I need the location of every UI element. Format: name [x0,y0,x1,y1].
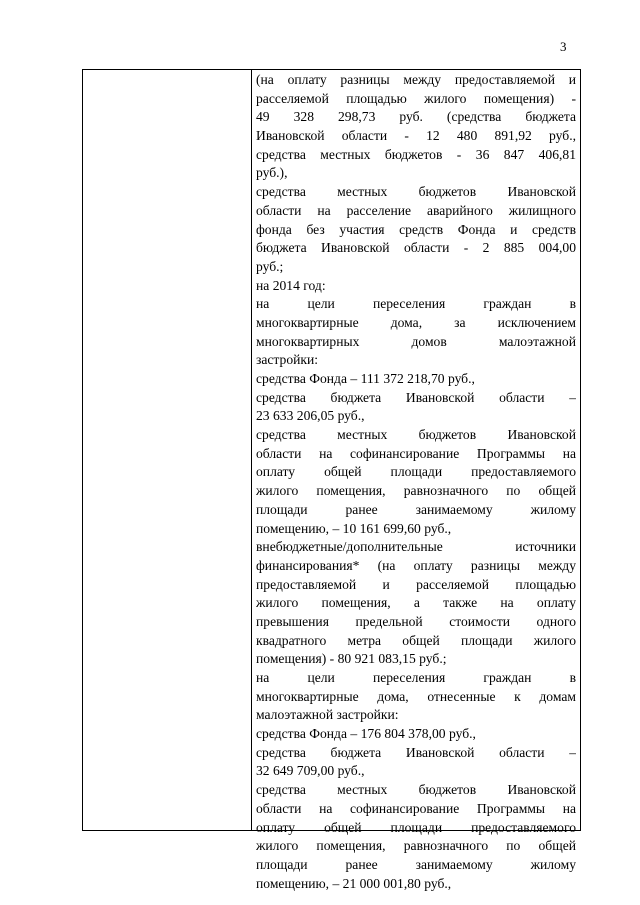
text-line: средства местных бюджетов - 36 847 406,81 [256,146,576,162]
text-line: жилого помещения, а также на оплату [256,595,576,611]
text-line: малоэтажной застройки: [256,707,399,723]
text-line: Ивановской области - 12 480 891,92 руб., [256,128,576,144]
text-line: жилого помещения, равнозначного по общей [256,483,576,499]
text-line: руб.), [256,165,288,181]
text-line: оплату общей площади предоставляемого [256,464,576,480]
text-line: многоквартирные дома, отнесенные к домам [256,688,576,704]
text-line: оплату общей площади предоставляемого [256,819,576,835]
text-line: средства Фонда – 176 804 378,00 руб., [256,726,476,742]
document-table [82,69,581,891]
text-line: (на оплату разницы между предоставляемой и [256,72,576,87]
column-divider [251,70,252,830]
text-line: бюджета Ивановской области - 2 885 004,00 [256,240,576,256]
text-line: 32 649 709,00 руб., [256,763,365,779]
text-line: на цели переселения граждан в [256,296,576,312]
text-line: площади ранее занимаемому жилому [256,501,576,517]
table-left-cell [83,70,251,830]
text-line: средства бюджета Ивановской области – [256,744,576,760]
text-line: внебюджетные/дополнительные источники [256,539,576,555]
text-line: помещению, – 21 000 001,80 руб., [256,875,452,891]
text-line: руб.; [256,258,284,274]
text-line: жилого помещения, равнозначного по общей [256,838,576,854]
text-line: средства бюджета Ивановской области – [256,389,576,405]
text-line: средства местных бюджетов Ивановской [256,427,576,443]
text-line: помещению, – 10 161 699,60 руб., [256,520,452,536]
text-line: области на софинансирование Программы на [256,445,576,461]
text-line: финансирования* (на оплату разницы между [256,557,576,573]
text-line: площади ранее занимаемому жилому [256,856,576,872]
text-line: помещения) - 80 921 083,15 руб.; [256,651,447,667]
table-right-cell [256,71,576,893]
text-line: предоставляемой и расселяемой площадью [256,576,576,592]
page-number: 3 [560,39,567,54]
text-line: превышения предельной стоимости одного [256,613,576,629]
text-line: 23 633 206,05 руб., [256,408,365,424]
text-line: фонда без участия средств Фонда и средств [256,221,576,237]
text-line: застройки: [256,352,319,368]
text-line: на цели переселения граждан в [256,670,576,685]
text-line: квадратного метра общей площади жилого [256,632,576,648]
text-line: области на расселение аварийного жилищного [256,202,576,218]
text-line: средства местных бюджетов Ивановской [256,184,576,200]
text-line: области на софинансирование Программы на [256,800,576,816]
text-line: многоквартирные дома, за исключением [256,314,576,330]
text-line: на 2014 год: [256,277,326,293]
text-line: средства Фонда – 111 372 218,70 руб., [256,371,475,386]
text-line: многоквартирных домов малоэтажной [256,333,576,349]
text-line: 49 328 298,73 руб. (средства бюджета [256,109,576,125]
text-line: расселяемой площадью жилого помещения) - [256,90,576,106]
text-line: средства местных бюджетов Ивановской [256,782,576,798]
